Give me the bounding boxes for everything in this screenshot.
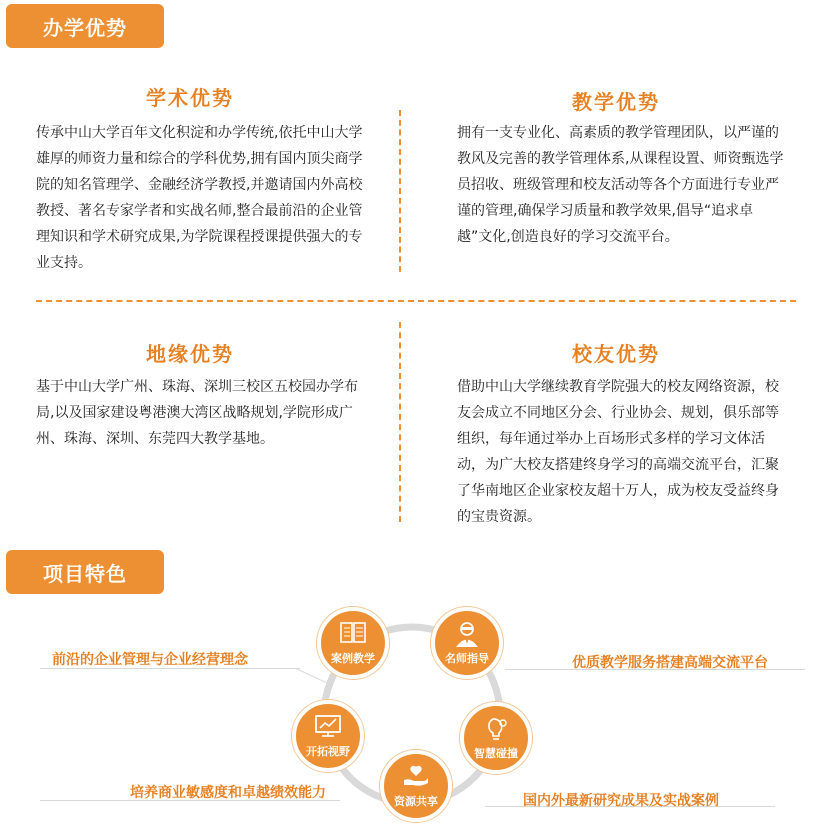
feature-right2: 国内外最新研究成果及实战案例	[523, 793, 719, 809]
academic-title: 学术优势	[146, 86, 234, 110]
hand-heart-icon	[384, 763, 448, 793]
alumni-title: 校友优势	[572, 342, 660, 366]
node-share	[380, 750, 452, 822]
section-tag-advantages	[6, 4, 164, 48]
teaching-text: 拥有一支专业化、高素质的教学管理团队，以严谨的教风及完善的教学管理体系,从课程设置、师资甄选学员招收、班级管理和校友活动等各个方面进行专业严谨的管理,确保学习质量和教学效果,倡导“追求卓越”文化,创造良好的学习交流平台。	[457, 125, 784, 245]
alumni-text: 借助中山大学继续教育学院强大的校友网络资源，校友会成立不同地区分会、行业协会、规划，俱乐部等组织，每年通过举办上百场形式多样的学习文体活动，为广大校友搭建终身学习的高端交流平台，汇聚了华南地区企业家校友超十万人，成为校友受益终身的宝贵资源。	[457, 379, 779, 525]
feature-left2: 培养商业敏感度和卓越绩效能力	[130, 785, 326, 801]
section-title: 办学优势	[43, 15, 127, 40]
node-case	[317, 607, 389, 679]
teacher-icon	[435, 620, 499, 650]
feature-left1: 前沿的企业管理与企业经营理念	[52, 652, 248, 668]
node-smart	[460, 702, 532, 774]
teaching-title: 教学优势	[572, 90, 660, 114]
academic-text: 传承中山大学百年文化积淀和办学传统,依托中山大学雄厚的师资力量和综合的学科优势,拥有国内顶尖商学院的知名管理学、金融经济学教授,并邀请国内外高校教授、著名专家学者和实战名师,整合最前沿的企业管理知识和学术研究成果,为学院课程授课提供强大的专业支持。	[36, 125, 363, 271]
book-icon	[321, 620, 385, 650]
node-label: 开拓视野	[306, 745, 350, 758]
divider-horizontal	[36, 300, 796, 302]
section-tag-features	[6, 550, 164, 594]
location-text: 基于中山大学广州、珠海、深圳三校区五校园办学布局,以及国家建设粤港澳大湾区战略规划,学院形成广州、珠海、深圳、东莞四大教学基地。	[36, 379, 358, 447]
divider-vertical-bottom	[399, 322, 401, 522]
divider-vertical-top	[399, 110, 401, 272]
section-title: 项目特色	[43, 561, 127, 586]
node-label: 智慧碰撞	[474, 747, 518, 760]
node-label: 资源共享	[394, 795, 438, 808]
node-label: 名师指导	[445, 652, 489, 665]
node-vision	[292, 700, 364, 772]
feature-right1: 优质教学服务搭建高端交流平台	[572, 655, 768, 671]
node-label: 案例教学	[331, 652, 375, 665]
location-title: 地缘优势	[146, 342, 234, 366]
monitor-chart-icon	[296, 713, 360, 743]
node-teacher	[431, 607, 503, 679]
lightbulb-gear-icon	[464, 715, 528, 745]
